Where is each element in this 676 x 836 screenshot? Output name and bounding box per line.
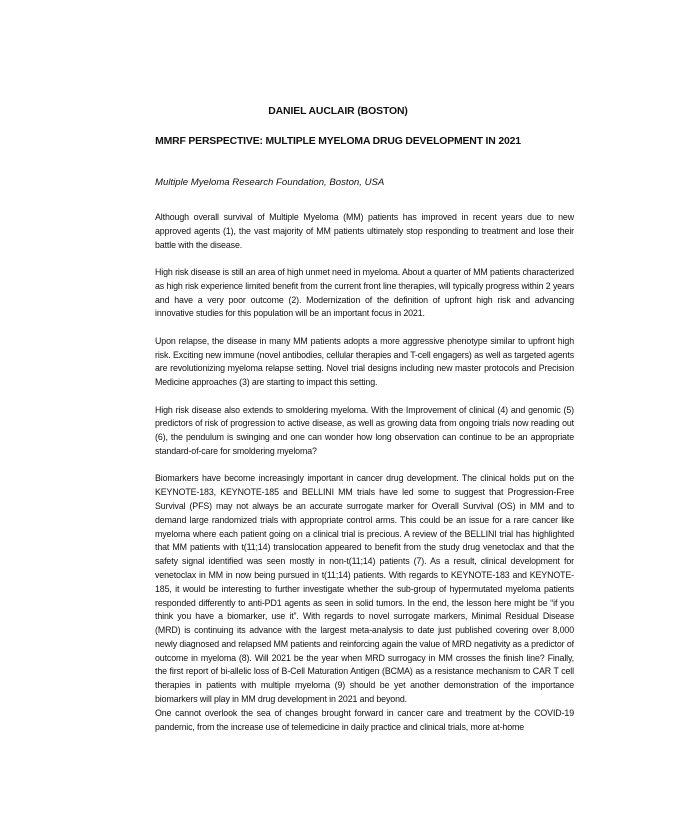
paragraph-smoldering-myeloma: High risk disease also extends to smoldering myeloma. With the Improvement of clinical (4) and genomic (5) predictors of risk of progression to active disease, as well as growing data from ongoing trials now reading out (6), the pendulum is swinging and one can wonder how long observation can continue to be an appropriate standard-of-care for smoldering myeloma? xyxy=(155,404,574,456)
paragraph-high-risk: High risk disease is still an area of high unmet need in myeloma. About a quarter of MM patients characterized as high risk experience limited benefit from the current front line therapies, will typically progress within 2 years and have a very poor outcome (2). Modernization of the definition of upfront high risk and advancing innovative studies for this population will be an important focus in 2021. xyxy=(155,266,574,319)
affiliation-line: Multiple Myeloma Research Foundation, Boston, USA xyxy=(155,177,385,188)
article-title: MMRF PERSPECTIVE: MULTIPLE MYELOMA DRUG DEVELOPMENT IN 2021 xyxy=(155,136,521,147)
paragraph-relapse: Upon relapse, the disease in many MM patients adopts a more aggressive phenotype similar to upfront high risk. Exciting new immune (novel antibodies, cellular therapies and T-cell engagers) as well as targeted agents are revolutionizing myeloma relapse setting. Novel trial designs including new master protocols and Precision Medicine approaches (3) are starting to impact this setting. xyxy=(155,335,574,388)
author-heading: DANIEL AUCLAIR (BOSTON) xyxy=(268,106,408,117)
paragraph-overall-survival: Although overall survival of Multiple Myeloma (MM) patients has improved in recent years due to new approved agents (1), the vast majority of MM patients ultimately stop responding to treatment and lose their battle with the disease. xyxy=(155,212,574,250)
paragraph-biomarkers: Biomarkers have become increasingly important in cancer drug development. The clinical holds put on the KEYNOTE-183, KEYNOTE-185 and BELLINI MM trials have led some to suggest that Progression-Free Survival (PFS) may not always be an accurate surrogate marker for Overall Survival (OS) in MM and to demand large randomized trials with appropriate control arms. This could be an issue for a rare cancer like myeloma where each patient going on a clinical trial is precious. A review of the BELLINI trial has highlighted that MM patients with t(11;14) translocation appeared to benefit from the study drug venetoclax and that the safety signal identified was seen mostly in non-t(11;14) patients (7). As a result, clinical development for venetoclax in MM in now being pursued in t(11;14) patients. With regards to KEYNOTE-183 and KEYNOTE-185, it would be interesting to further investigate whether the sub-group of hypermutated myeloma patients responded differently to anti-PD1 agents as seen in solid tumors. In the end, the lesson here might be “if you think you have a biomarker, use it”. With regards to novel surrogate markers, Minimal Residual Disease (MRD) is continuing its advance with the largest meta-analysis to date just published covering over 8,000 newly diagnosed and relapsed MM patients and reinforcing again the value of MRD negativity as a predictor of outcome in myeloma (8). Will 2021 be the year when MRD surrogacy in MM crosses the finish line? Finally, the first report of bi-allelic loss of B-Cell Maturation Antigen (BCMA) as a resistance mechanism to CAR T cell therapies in patients with multiple myeloma (9) should be yet another demonstration of the importance biomarkers will play in MM drug development in 2021 and beyond. xyxy=(155,473,574,705)
paragraph-covid-19: One cannot overlook the sea of changes brought forward in cancer care and treatment by the COVID-19 pandemic, from the increase use of telemedicine in daily practice and clinical trials, more at-home xyxy=(155,707,574,732)
article-body xyxy=(155,211,574,734)
